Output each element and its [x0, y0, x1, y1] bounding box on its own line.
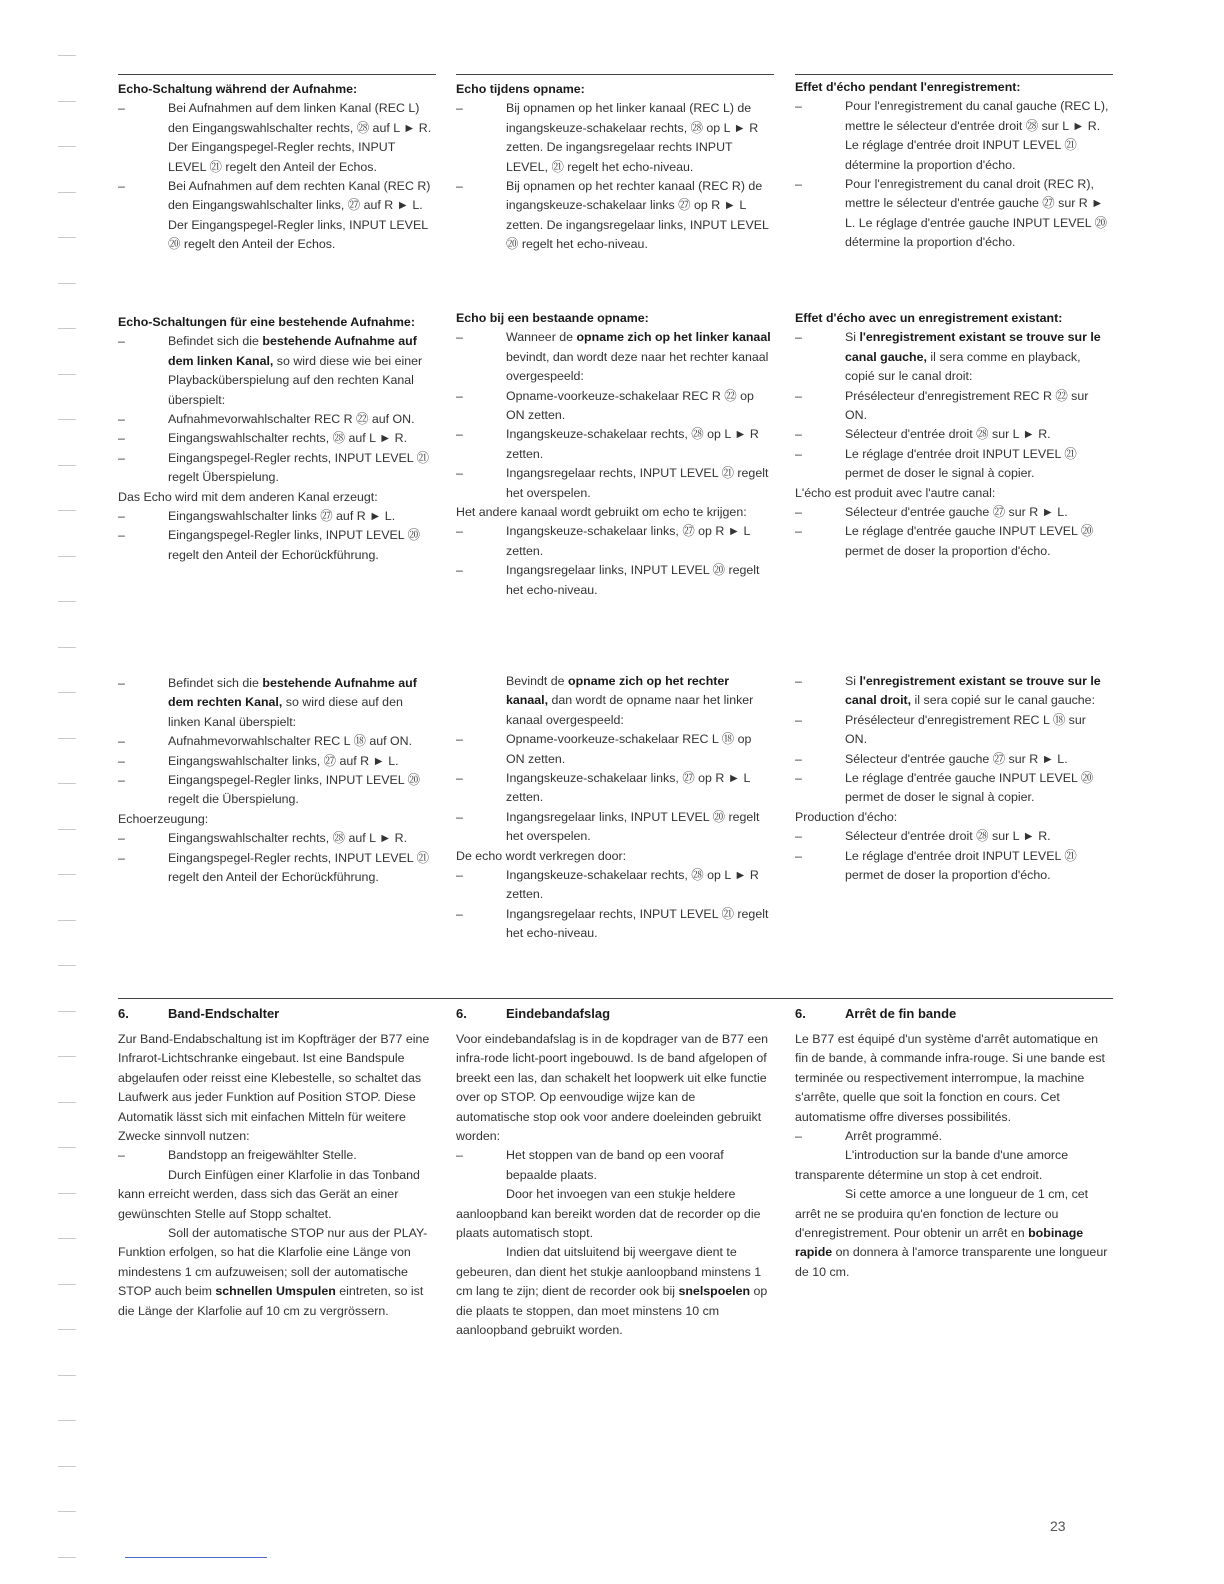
- paragraph: Das Echo wird mit dem anderen Kanal erzeugt:: [118, 489, 378, 504]
- margin-tick: [58, 692, 76, 693]
- list-item: Présélecteur d'enregistrement REC L ⑱ sur ON.: [845, 712, 1086, 747]
- paragraph: Bei Aufnahmen auf dem rechten Kanal (REC R) den Eingangswahlschalter links, ㉗ auf R ► L. Der Eingangspegel-Regler links, INPUT LEVEL ⑳ regelt den Anteil der Echos.: [168, 179, 431, 252]
- list-item: Bandstopp an freigewählter Stelle.: [168, 1148, 357, 1163]
- paragraph: Si l'enregistrement existant se trouve sur le canal droit, il sera copié sur le canal gauche:: [845, 674, 1101, 708]
- list-item: Ingangsregelaar rechts, INPUT LEVEL ㉑ regelt het overspelen.: [506, 466, 769, 500]
- paragraph: Le B77 est équipé d'un système d'arrêt automatique en fin de bande, à commande infra-rouge. Si une bande est terminée ou respectivement interrompue, la machine s'arrête, quelle que soit la fonction en cours. Cet automatisme offre diverses possibilités.: [795, 1032, 1105, 1124]
- margin-tick: [58, 283, 76, 284]
- paragraph: Durch Einfügen einer Klarfolie in das Tonband kann erreicht werden, dass sich das Gerät an einer gewünschten Stelle auf Stopp schaltet.: [118, 1167, 420, 1221]
- margin-tick: [58, 192, 76, 193]
- paragraph: L'écho est produit avec l'autre canal:: [795, 485, 996, 500]
- section-6-french: Le B77 est équipé d'un système d'arrêt automatique en fin de bande, à commande infra-rouge. Si une bande est terminée ou respectivement interrompue, la machine s'arrête, quelle que soit la fonction en cours. Cet automatisme offre diverses possibilités. – Arrêt programmé. L'introduction sur la bande d'une amorce transparente détermine un stop à cet endroit. Si cette amorce a une longueur de 1 cm, cet arrêt ne se produira qu'en fonction de lecture ou d'enregistrement. Pour obtenir un arrêt en bobinage rapide on donnera à l'amorce transparente une longueur de 10 cm.: [795, 1030, 1110, 1282]
- paragraph: Wanneer de opname zich op het linker kanaal bevindt, dan wordt deze naar het rechter kanaal overgespeeld:: [506, 330, 771, 384]
- margin-tick: [58, 1284, 76, 1285]
- paragraph: Si cette amorce a une longueur de 1 cm, cet arrêt ne se produira qu'en fonction de lecture ou d'enregistrement. Pour obtenir un arrêt en bobinage rapide on donnera à l'amorce transparente une longueur de 10 cm.: [795, 1187, 1108, 1279]
- paragraph: Voor eindebandafslag is in de kopdrager van de B77 een infra-rode licht-poort ingebouwd. Is de band afgelopen of breekt een las, dan schakelt het loopwerk uit elke functie over op STOP. Op eenvoudige wijze kan de automatische stop ook voor andere doeleinden gebruikt worden:: [456, 1032, 769, 1144]
- margin-tick: [58, 1147, 76, 1148]
- top-rule-german: [118, 74, 436, 75]
- margin-tick: [58, 1375, 76, 1376]
- section-6-heading-french: 6. Arrêt de fin bande: [795, 1006, 957, 1021]
- list-item: Eingangspegel-Regler rechts, INPUT LEVEL ㉑ regelt Überspielung.: [168, 450, 430, 485]
- margin-tick: [58, 146, 76, 147]
- paragraph: Bevindt de opname zich op het rechter kanaal, dan wordt de opname naar het linker kanaal overgespeeld:: [506, 674, 754, 727]
- list-item: Aufnahmevorwahlschalter REC R ㉒ auf ON.: [168, 412, 415, 427]
- column-german-right-channel: – Befindet sich die bestehende Aufnahme auf dem rechten Kanal, so wird diese auf den linken Kanal überspielt: – Aufnahmevorwahlschalter REC L ⑱ auf ON. – Eingangswahlschalter links, ㉗ auf R ► L. – Eingangspegel-Regler links, INPUT LEVEL ⑳ regelt die Überspielung. Echoerzeugung: – Eingangswahlschalter rechts, ㉘ auf L ► R. – Eingangspegel-Regler rechts, INPUT LEVEL ㉑ regelt den Anteil der Echorückführung.: [118, 674, 433, 887]
- list-item: Aufnahmevorwahlschalter REC L ⑱ auf ON.: [168, 734, 413, 749]
- margin-tick: [58, 1557, 76, 1558]
- list-item: Sélecteur d'entrée gauche ㉗ sur R ► L.: [845, 505, 1068, 520]
- margin-tick: [58, 55, 76, 56]
- list-item: Arrêt programmé.: [845, 1129, 943, 1144]
- paragraph: Door het invoegen van een stukje heldere aanloopband kan bereikt worden dat de recorder op die plaats automatisch stopt.: [456, 1187, 761, 1241]
- paragraph: Pour l'enregistrement du canal gauche (REC L), mettre le sélecteur d'entrée droit ㉘ sur L ► R. Le réglage d'entrée droit INPUT LEVEL ㉑ détermine la proportion d'écho.: [845, 99, 1109, 172]
- list-item: Présélecteur d'enregistrement REC R ㉒ sur ON.: [845, 388, 1089, 423]
- paragraph: Bij opnamen op het rechter kanaal (REC R) de ingangskeuze-schakelaar links ㉗ op R ► L zetten. De ingangsregelaar links, INPUT LEVEL ⑳ regelt het echo-niveau.: [506, 179, 769, 252]
- margin-tick: [58, 829, 76, 830]
- paragraph: Echoerzeugung:: [118, 811, 209, 826]
- margin-tick: [58, 874, 76, 875]
- paragraph: Befindet sich die bestehende Aufnahme auf dem linken Kanal, so wird diese wie bei einer Playbacküberspielung auf den rechten Kanal überspielt:: [168, 334, 423, 407]
- paragraph: L'introduction sur la bande d'une amorce transparente détermine un stop à cet endroit.: [795, 1148, 1069, 1182]
- margin-tick: [58, 1238, 76, 1239]
- margin-tick: [58, 1102, 76, 1103]
- section-title: Echo bij een bestaande opname:: [456, 311, 649, 325]
- margin-tick: [58, 510, 76, 511]
- paragraph: Production d'écho:: [795, 809, 898, 824]
- list-item: Opname-voorkeuze-schakelaar REC R ㉒ op ON zetten.: [506, 388, 754, 423]
- column-dutch: Echo tijdens opname: – Bij opnamen op het linker kanaal (REC L) de ingangskeuze-schakelaar rechts, ㉘ op L ► R zetten. De ingangsregelaar rechts INPUT LEVEL, ㉑ regelt het echo-niveau. – Bij opnamen op het rechter kanaal (REC R) de ingangskeuze-schakelaar links ㉗ op R ► L zetten. De ingangsregelaar links, INPUT LEVEL ⑳ regelt het echo-niveau.: [456, 80, 771, 255]
- section-6-rule: [118, 998, 1113, 999]
- paragraph: Pour l'enregistrement du canal droit (REC R), mettre le sélecteur d'entrée gauche ㉗ sur R ► L. Le réglage d'entrée gauche INPUT LEVEL ⑳ détermine la proportion d'écho.: [845, 177, 1108, 250]
- bottom-divider: [125, 1557, 267, 1558]
- list-item: Eingangswahlschalter links, ㉗ auf R ► L.: [168, 753, 399, 768]
- list-item: Ingangskeuze-schakelaar rechts, ㉘ op L ► R zetten.: [506, 868, 759, 902]
- margin-tick: [58, 465, 76, 466]
- section-title: Echo-Schaltungen für eine bestehende Aufnahme:: [118, 315, 415, 329]
- list-item: Ingangsregelaar links, INPUT LEVEL ⑳ regelt het echo-niveau.: [506, 563, 760, 597]
- column-french-right-channel: – Si l'enregistrement existant se trouve sur le canal droit, il sera copié sur le canal gauche: – Présélecteur d'enregistrement REC L ⑱ sur ON. – Sélecteur d'entrée gauche ㉗ sur R ► L. – Le réglage d'entrée gauche INPUT LEVEL ⑳ permet de doser le signal à copier. Production d'écho: – Sélecteur d'entrée droit ㉘ sur L ► R. – Le réglage d'entrée droit INPUT LEVEL ㉑ permet de doser la proportion d'écho.: [795, 672, 1110, 885]
- margin-tick: [58, 1056, 76, 1057]
- margin-tick: [58, 920, 76, 921]
- margin-tick: [58, 738, 76, 739]
- column-dutch-existing: Echo bij een bestaande opname: – Wanneer de opname zich op het linker kanaal bevindt, dan wordt deze naar het rechter kanaal overgespeeld: – Opname-voorkeuze-schakelaar REC R ㉒ op ON zetten. – Ingangskeuze-schakelaar rechts, ㉘ op L ► R zetten. – Ingangsregelaar rechts, INPUT LEVEL ㉑ regelt het overspelen. Het andere kanaal wordt gebruikt om echo te krijgen: – Ingangskeuze-schakelaar links, ㉗ op R ► L zetten. – Ingangsregelaar links, INPUT LEVEL ⑳ regelt het echo-niveau.: [456, 309, 771, 600]
- list-item: Ingangsregelaar rechts, INPUT LEVEL ㉑ regelt het echo-niveau.: [506, 906, 769, 941]
- section-title: Echo tijdens opname:: [456, 82, 585, 96]
- list-item: Ingangskeuze-schakelaar rechts, ㉘ op L ► R zetten.: [506, 427, 759, 461]
- margin-tick: [58, 556, 76, 557]
- section-title: Effet d'écho avec un enregistrement existant:: [795, 311, 1063, 325]
- list-item: Ingangsregelaar links, INPUT LEVEL ⑳ regelt het overspelen.: [506, 809, 760, 844]
- margin-tick: [58, 1466, 76, 1467]
- list-item: Le réglage d'entrée gauche INPUT LEVEL ⑳ permet de doser la proportion d'écho.: [845, 524, 1094, 558]
- margin-tick: [58, 1329, 76, 1330]
- list-item: Ingangskeuze-schakelaar links, ㉗ op R ► L zetten.: [506, 524, 750, 558]
- paragraph: Indien dat uitsluitend bij weergave dient te gebeuren, dan dient het stukje aanloopband minstens 1 cm lang te zijn; dient de recorder ook bij snelspoelen op die plaats te stoppen, dan moet minstens 10 cm aanloopband gebruikt worden.: [456, 1245, 768, 1338]
- column-german: Echo-Schaltung während der Aufnahme: – Bei Aufnahmen auf dem linken Kanal (REC L) den Eingangswahlschalter rechts, ㉘ auf L ► R. Der Eingangspegel-Regler rechts, INPUT LEVEL ㉑ regelt den Anteil der Echos. – Bei Aufnahmen auf dem rechten Kanal (REC R) den Eingangswahlschalter links, ㉗ auf R ► L. Der Eingangspegel-Regler links, INPUT LEVEL ⑳ regelt den Anteil der Echos.: [118, 80, 433, 255]
- margin-tick: [58, 237, 76, 238]
- list-item: Het stoppen van de band op een vooraf bepaalde plaats.: [506, 1148, 724, 1182]
- list-item: Sélecteur d'entrée droit ㉘ sur L ► R.: [845, 829, 1051, 844]
- paragraph: Si l'enregistrement existant se trouve sur le canal gauche, il sera comme en playback, copié sur le canal droit:: [845, 330, 1101, 384]
- section-6-heading-dutch: 6. Eindebandafslag: [456, 1006, 611, 1021]
- binding-margin-marks: [58, 0, 78, 1584]
- paragraph: Het andere kanaal wordt gebruikt om echo te krijgen:: [456, 505, 747, 520]
- margin-tick: [58, 783, 76, 784]
- list-item: Eingangspegel-Regler rechts, INPUT LEVEL ㉑ regelt den Anteil der Echorückführung.: [168, 850, 430, 885]
- section-title: Echo-Schaltung während der Aufnahme:: [118, 82, 358, 96]
- paragraph: Bei Aufnahmen auf dem linken Kanal (REC L) den Eingangswahlschalter rechts, ㉘ auf L ► R. Der Eingangspegel-Regler rechts, INPUT LEVEL ㉑ regelt den Anteil der Echos.: [168, 101, 432, 174]
- margin-tick: [58, 419, 76, 420]
- section-title: Effet d'écho pendant l'enregistrement:: [795, 80, 1021, 94]
- list-item: Eingangswahlschalter rechts, ㉘ auf L ► R.: [168, 431, 408, 446]
- top-rule-french: [795, 74, 1113, 75]
- list-item: Le réglage d'entrée droit INPUT LEVEL ㉑ permet de doser la proportion d'écho.: [845, 848, 1077, 883]
- paragraph: Soll der automatische STOP nur aus der PLAY-Funktion erfolgen, so hat die Klarfolie eine Länge von mindestens 1 cm aufzuweisen; soll der automatische STOP auch beim schnellen Umspulen eintreten, so ist die Länge der Klarfolie auf 10 cm zu vergrössern.: [118, 1226, 428, 1318]
- section-6-heading-german: 6. Band-Endschalter: [118, 1006, 280, 1021]
- list-item: Le réglage d'entrée gauche INPUT LEVEL ⑳ permet de doser le signal à copier.: [845, 771, 1094, 805]
- margin-tick: [58, 965, 76, 966]
- margin-tick: [58, 328, 76, 329]
- column-french: Effet d'écho pendant l'enregistrement: – Pour l'enregistrement du canal gauche (REC L), mettre le sélecteur d'entrée droit ㉘ sur L ► R. Le réglage d'entrée droit INPUT LEVEL ㉑ détermine la proportion d'écho. – Pour l'enregistrement du canal droit (REC R), mettre le sélecteur d'entrée gauche ㉗ sur R ► L. Le réglage d'entrée gauche INPUT LEVEL ⑳ détermine la proportion d'écho.: [795, 78, 1110, 253]
- page-number: 23: [1050, 1518, 1066, 1534]
- margin-tick: [58, 374, 76, 375]
- list-item: Eingangswahlschalter links ㉗ auf R ► L.: [168, 509, 396, 524]
- paragraph: Befindet sich die bestehende Aufnahme auf dem rechten Kanal, so wird diese auf den linken Kanal überspielt:: [168, 676, 417, 729]
- paragraph: De echo wordt verkregen door:: [456, 848, 627, 863]
- column-german-existing: Echo-Schaltungen für eine bestehende Aufnahme: – Befindet sich die bestehende Aufnahme auf dem linken Kanal, so wird diese wie bei einer Playbacküberspielung auf den rechten Kanal überspielt: – Aufnahmevorwahlschalter REC R ㉒ auf ON. – Eingangswahlschalter rechts, ㉘ auf L ► R. – Eingangspegel-Regler rechts, INPUT LEVEL ㉑ regelt Überspielung. Das Echo wird mit dem anderen Kanal erzeugt: – Eingangswahlschalter links ㉗ auf R ► L. – Eingangspegel-Regler links, INPUT LEVEL ⑳ regelt den Anteil der Echorückführung.: [118, 313, 433, 565]
- margin-tick: [58, 1193, 76, 1194]
- top-rule-dutch: [456, 74, 774, 75]
- list-item: Le réglage d'entrée droit INPUT LEVEL ㉑ permet de doser le signal à copier.: [845, 446, 1077, 481]
- margin-tick: [58, 647, 76, 648]
- list-item: Eingangswahlschalter rechts, ㉘ auf L ► R.: [168, 831, 408, 846]
- margin-tick: [58, 1511, 76, 1512]
- section-6-german: Zur Band-Endabschaltung ist im Kopfträger der B77 eine Infrarot-Lichtschranke eingebaut. Ist eine Bandspule abgelaufen oder reisst eine Klebestelle, so schaltet das Laufwerk aus jeder Funktion auf Position STOP. Diese Automatik lässt sich mit einfachen Mitteln für weitere Zwecke sinnvoll nutzen: – Bandstopp an freigewählter Stelle. Durch Einfügen einer Klarfolie in das Tonband kann erreicht werden, dass sich das Gerät an einer gewünschten Stelle auf Stopp schaltet. Soll der automatische STOP nur aus der PLAY-Funktion erfolgen, so hat die Klarfolie eine Länge von mindestens 1 cm aufzuweisen; soll der automatische STOP auch beim schnellen Umspulen eintreten, so ist die Länge der Klarfolie auf 10 cm zu vergrössern.: [118, 1030, 433, 1321]
- list-item: Eingangspegel-Regler links, INPUT LEVEL ⑳ regelt den Anteil der Echorückführung.: [168, 528, 421, 562]
- margin-tick: [58, 601, 76, 602]
- column-french-existing: Effet d'écho avec un enregistrement existant: – Si l'enregistrement existant se trouve sur le canal gauche, il sera comme en playback, copié sur le canal droit: – Présélecteur d'enregistrement REC R ㉒ sur ON. – Sélecteur d'entrée droit ㉘ sur L ► R. – Le réglage d'entrée droit INPUT LEVEL ㉑ permet de doser le signal à copier. L'écho est produit avec l'autre canal: – Sélecteur d'entrée gauche ㉗ sur R ► L. – Le réglage d'entrée gauche INPUT LEVEL ⑳ permet de doser la proportion d'écho.: [795, 309, 1110, 561]
- margin-tick: [58, 1011, 76, 1012]
- list-item: Eingangspegel-Regler links, INPUT LEVEL ⑳ regelt die Überspielung.: [168, 773, 421, 807]
- list-item: Sélecteur d'entrée gauche ㉗ sur R ► L.: [845, 751, 1068, 766]
- paragraph: Zur Band-Endabschaltung ist im Kopfträger der B77 eine Infrarot-Lichtschranke eingebaut. Ist eine Bandspule abgelaufen oder reisst eine Klebestelle, so schaltet das Laufwerk aus jeder Funktion auf Position STOP. Diese Automatik lässt sich mit einfachen Mitteln für weitere Zwecke sinnvoll nutzen:: [118, 1032, 430, 1144]
- list-item: Sélecteur d'entrée droit ㉘ sur L ► R.: [845, 427, 1051, 442]
- list-item: Ingangskeuze-schakelaar links, ㉗ op R ► L zetten.: [506, 771, 750, 805]
- margin-tick: [58, 101, 76, 102]
- column-dutch-right-channel: Bevindt de opname zich op het rechter kanaal, dan wordt de opname naar het linker kanaal overgespeeld: – Opname-voorkeuze-schakelaar REC L ⑱ op ON zetten. – Ingangskeuze-schakelaar links, ㉗ op R ► L zetten. – Ingangsregelaar links, INPUT LEVEL ⑳ regelt het overspelen. De echo wordt verkregen door: – Ingangskeuze-schakelaar rechts, ㉘ op L ► R zetten. – Ingangsregelaar rechts, INPUT LEVEL ㉑ regelt het echo-niveau.: [456, 672, 771, 944]
- margin-tick: [58, 1420, 76, 1421]
- list-item: Opname-voorkeuze-schakelaar REC L ⑱ op ON zetten.: [506, 732, 752, 766]
- section-6-dutch: Voor eindebandafslag is in de kopdrager van de B77 een infra-rode licht-poort ingebouwd. Is de band afgelopen of breekt een las, dan schakelt het loopwerk uit elke functie over op STOP. Op eenvoudige wijze kan de automatische stop ook voor andere doeleinden gebruikt worden: – Het stoppen van de band op een vooraf bepaalde plaats. Door het invoegen van een stukje heldere aanloopband kan bereikt worden dat de recorder op die plaats automatisch stopt. Indien dat uitsluitend bij weergave dient te gebeuren, dan dient het stukje aanloopband minstens 1 cm lang te zijn; dient de recorder ook bij snelspoelen op die plaats te stoppen, dan moet minstens 10 cm aanloopband gebruikt worden.: [456, 1030, 771, 1341]
- paragraph: Bij opnamen op het linker kanaal (REC L) de ingangskeuze-schakelaar rechts, ㉘ op L ► R zetten. De ingangsregelaar rechts INPUT LEVEL, ㉑ regelt het echo-niveau.: [506, 101, 759, 174]
